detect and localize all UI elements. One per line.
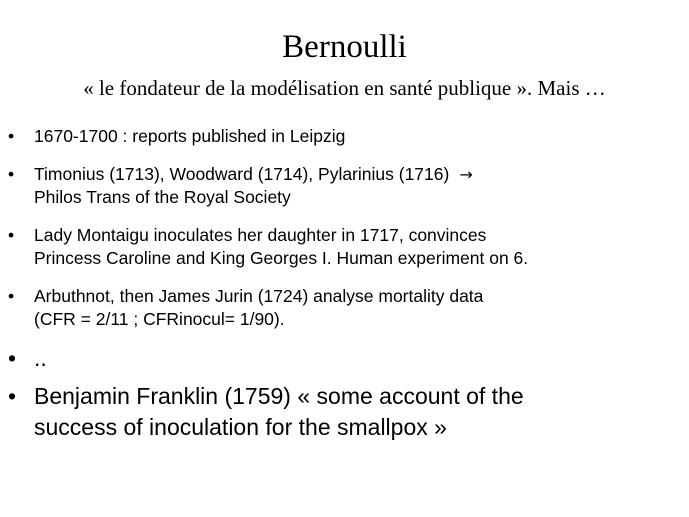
bullet-text: [34, 125, 684, 148]
bullet-text: [34, 285, 684, 331]
bullet-marker: •: [8, 225, 15, 245]
bullet-line: Lady Montaigu inoculates her daughter in 1717, convinces: [34, 225, 487, 245]
bullet-line: Arbuthnot, then James Jurin (1724) analyse mortality data: [34, 286, 484, 306]
bullet-line: Benjamin Franklin (1759) « some account of the: [34, 383, 524, 409]
right-arrow-icon: →: [459, 165, 473, 184]
bullet-line: [34, 163, 684, 186]
bullet-marker: •: [8, 164, 15, 184]
bullet-text: [34, 381, 684, 443]
bullet-line: Princess Caroline and King Georges I. Human experiment on 6.: [34, 248, 529, 268]
bullet-line-text: Timonius (1713), Woodward (1714), Pylarinius (1716): [34, 164, 450, 184]
bullet-marker: •: [8, 126, 15, 146]
bullet-marker: •: [8, 383, 17, 409]
bullet-line: (CFR = 2/11 ; CFRinocul= 1/90).: [34, 309, 285, 329]
bullet-marker: •: [8, 286, 15, 306]
bullet-text: [34, 163, 684, 209]
bullet-line: success of inoculation for the smallpox »: [34, 414, 447, 440]
slide-subtitle: « le fondateur de la modélisation en santé publique ». Mais …: [83, 76, 606, 100]
slide-title: Bernoulli: [282, 29, 407, 65]
bullet-line: ..: [34, 345, 47, 371]
bullet-line: Philos Trans of the Royal Society: [34, 187, 291, 207]
bullet-line: 1670-1700 : reports published in Leipzig: [34, 126, 346, 146]
bullet-text: [34, 343, 684, 374]
bullet-marker: •: [8, 345, 17, 371]
bullet-text: [34, 224, 684, 270]
